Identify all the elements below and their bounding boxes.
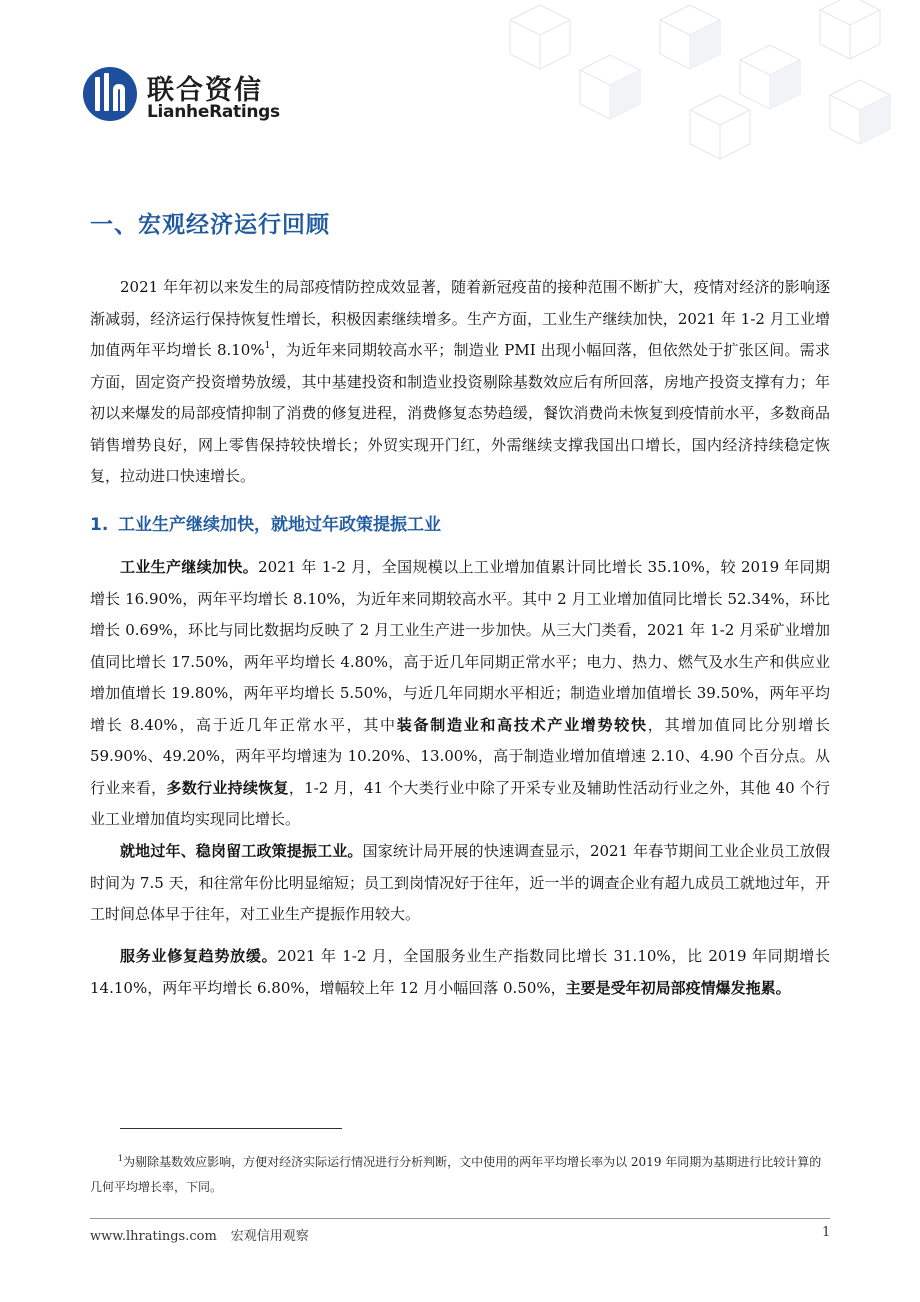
company-logo [82, 66, 282, 126]
header-cube-pattern [360, 0, 920, 190]
footer-divider [90, 1218, 830, 1219]
page-number: 1 [822, 1225, 831, 1240]
footer-text [90, 1225, 309, 1244]
logo-english-name: LianheRatings [147, 102, 280, 122]
holiday-paragraph: 就地过年、稳岗留工政策提振工业。国家统计局开展的快速调查显示，2021 年春节期间工业企业员工放假时间为 7.5 天，和往常年份比明显缩短；员工到岗情况好于往年，近一半的调查企业有超九成员工就地过年，开工时间总体早于往年，对工业生产提振作用较大。 [90, 842, 830, 923]
footnote: $^1$为剔除基数效应影响，方便对经济实际运行情况进行分析判断，文中使用的两年平均增长率为以 2019 年同期为基期进行比较计算的几何平均增长率，下同。 [90, 1154, 822, 1194]
industry-lead: 工业生产继续加快。 [120, 558, 259, 576]
subsection-title: 工业生产继续加快，就地过年政策提振工业 [118, 515, 441, 535]
subsection-heading [90, 510, 441, 535]
footer-series: 宏观信用观察 [230, 1229, 309, 1244]
footnote-mark: 1 [118, 1154, 124, 1163]
industry-bold-1: 装备制造业和高技术产业增势较快 [396, 715, 648, 734]
services-paragraph: 服务业修复趋势放缓。2021 年 1-2 月，全国服务业生产指数同比增长 31.10%，比 2019 年同期增长 14.10%，两年平均增长 6.80%，增幅较上年 12 月小幅回落 0.50%，主要是受年初局部疫情爆发拖累。 [90, 947, 830, 997]
logo-chinese-name: 联合资信 [147, 75, 263, 106]
services-tail: 主要是受年初局部疫情爆发拖累。 [565, 978, 791, 997]
industry-bold-2: 多数行业持续恢复 [166, 778, 289, 797]
footnote-divider [120, 1128, 342, 1129]
holiday-lead: 就地过年、稳岗留工政策提振工业。 [120, 842, 363, 860]
lianhe-logo-icon [82, 66, 138, 122]
subsection-number: 1. [90, 515, 109, 535]
section-heading: 一、宏观经济运行回顾 [90, 212, 330, 238]
footnote-ref[interactable]: 1 [264, 341, 271, 351]
industry-paragraph: 工业生产继续加快。2021 年 1-2 月，全国规模以上工业增加值累计同比增长 35.10%，较 2019 年同期增长 16.90%，两年平均增长 8.10%，为近年来同期较高水平。其中 2 月工业增加值同比增长 52.34%，环比增长 0.69%，环比与同比数据均反映了 2 月工业生产进一步加快。从三大门类看，2021 年 1-2 月采矿业增加值同比增长 17.50%，两年平均增长 4.80%，高于近几年同期正常水平；电力、热力、燃气及水生产和供应业增加值增长 19.80%，两年平均增长 5.50%，与近几年同期水平相近；制造业增加值增长 39.50%，两年平均增长 8.40%，高于近几年正常水平，其中装备制造业和高技术产业增势较快，其增加值同比分别增长 59.90%、49.20%，两年平均增速为 10.20%、13.00%，高于制造业增加值增速 2.10、4.90 个百分点。从行业来看，多数行业持续恢复，1-2 月，41 个大类行业中除了开采专业及辅助性活动行业之外，其他 40 个行业工业增加值均实现同比增长。 [90, 558, 830, 828]
footer-url[interactable]: www.lhratings.com [90, 1229, 217, 1244]
services-lead: 服务业修复趋势放缓。 [120, 947, 278, 965]
intro-paragraph: 2021 年年初以来发生的局部疫情防控成效显著，随着新冠疫苗的接种范围不断扩大，疫情对经济的影响逐渐减弱，经济运行保持恢复性增长，积极因素继续增多。生产方面，工业生产继续加快，2021 年 1-2 月工业增加值两年平均增长 8.10%$^1$，为近年来同期较高水平；制造业 PMI 出现小幅回落，但依然处于扩张区间。需求方面，固定资产投资增势放缓，其中基建投资和制造业投资剔除基数效应后有所回落，房地产投资支撑有力；年初以来爆发的局部疫情抑制了消费的修复进程，消费修复态势趋缓，餐饮消费尚未恢复到疫情前水平，多数商品销售增势良好，网上零售保持较快增长；外贸实现开门红，外需继续支撑我国出口增长，国内经济持续稳定恢复，拉动进口快速增长。 [90, 278, 830, 485]
